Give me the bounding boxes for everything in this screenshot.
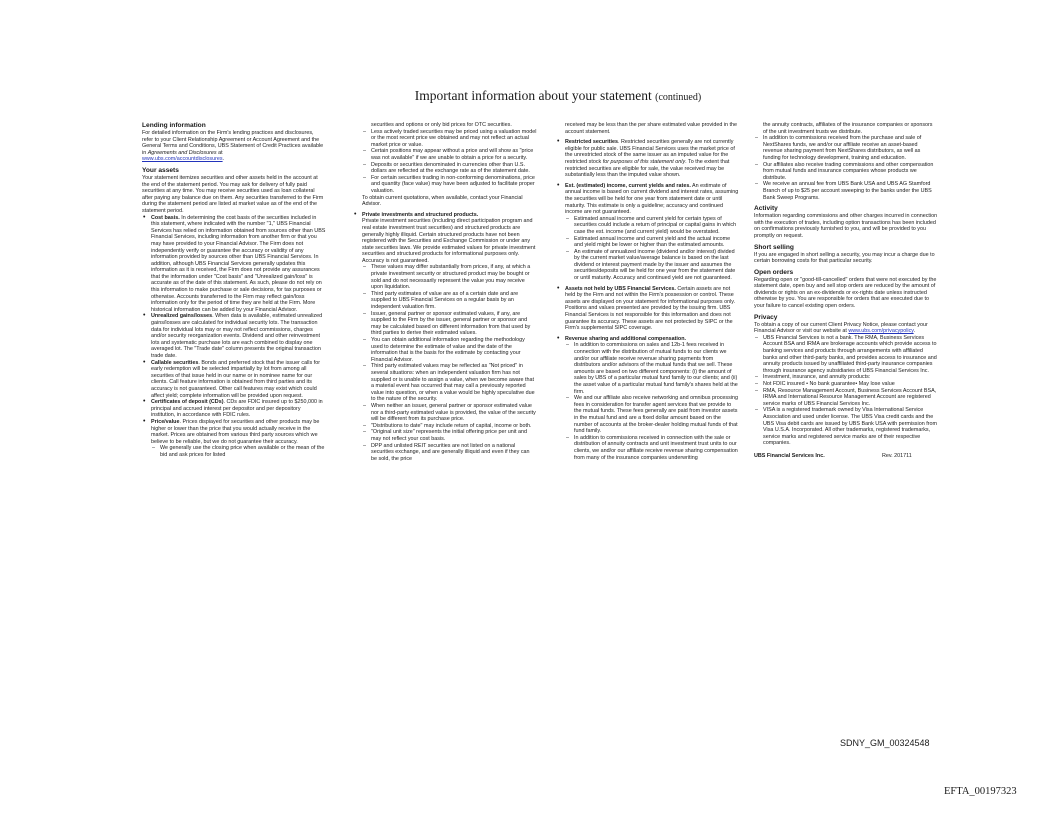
bullet-price-value: • Price/value. Prices displayed for securities and other products may be higher or lower than the price that you would actually receive in the market. Prices are obtained from various third party sources which we believe to be reliable, but we do not guarantee their accuracy. (142, 419, 326, 445)
heading-activity: Activity (754, 205, 778, 213)
bullet-unrealized: • Unrealized gains/losses. When data is available, estimated unrealized gains/losses are calculated for individual security lots. The transaction data for individual lots may or may not reflect commissions, charges and/or security reorganization events. Dividend and other reinvestment lots and systematic purchase lots are each combined to display one averaged lot. The "Trade date" column presents the original transaction trade date. (142, 313, 326, 359)
paragraph-privacy: To obtain a copy of our current Client Privacy Notice, please contact your Financial Advisor or visit our website at www.ubs.com/privacypolicy. (754, 321, 928, 335)
dash-closing-price: – We generally use the closing price when available or the mean of the bid and ask prices for listed (151, 445, 326, 458)
dash-networking-fees: – We and our affiliate also receive networking and omnibus processing fees in consideration for transfer agent services that we provide to the mutual funds. These fees generally are paid from investor assets in the mutual fund and are a fixed dollar amount based on the number of accounts at the broker-dealer holding mutual funds of that fund family. (565, 395, 740, 435)
dash-issuer-values: – Issuer, general partner or sponsor estimated values, if any, are supplied to the Firm by the issuer, general partner or sponsor and may be calculated based on different information from that used by third parties to derive their estimated values. (362, 311, 537, 337)
bullet-callable: • Callable securities. Bonds and preferred stock that the issuer calls for early redemption will be selected impartially by lot from among all securities of that issue held in our name or in nominee name for our clients. Call feature information is obtained from third parties and its accuracy is not guaranteed. Other call features may exist which could affect yield; complete information will be provided upon request. (142, 360, 326, 400)
paragraph-activity: Information regarding commissions and other charges incurred in connection with the execution of trades, including option transactions has been included on confirmations previously furnished to you, and will be provided to you promptly on request. (754, 213, 938, 239)
dash-affiliates: – Our affiliates also receive trading commissions and other compensation from mutual funds and insurance companies whose products we distribute. (754, 162, 938, 182)
dash-not-fdic: – Not FDIC insured • No bank guarantee• May lose value (754, 381, 938, 388)
bates-number: SDNY_GM_00324548 (840, 738, 930, 748)
dash-lower-higher: – Estimated annual income and current yield and the actual income and yield might be lower or higher than the estimated amounts. (565, 236, 740, 249)
bullet-revenue-sharing: • Revenue sharing and additional compensation. (556, 336, 740, 343)
bullet-estimated-income: • Est. (estimated) income, current yields and rates. An estimate of annual income is based on current dividend and interest rates, assuming the securities will be held for one year from statement date or until maturity. This estimate is only a guideline; accuracy and continued income are not guaranteed. (556, 183, 740, 216)
column-3 (556, 122, 740, 461)
dash-no-estimate: – When neither an issuer, general partner or sponsor estimated value nor a third-party estimated value is provided, the value of the security will be different from its purchase price. (362, 403, 537, 423)
dash-currencies: – Deposits or securities denominated in currencies other than U.S. dollars are reflected at the exchange rate as of the statement date. (362, 162, 537, 175)
paragraph-quotations: To obtain current quotations, when available, contact your Financial Advisor. (362, 194, 523, 208)
dash-unit-size: – "Original unit size" represents the initial offering price per unit and may not reflect your cost basis. (362, 429, 537, 442)
bullet-cost-basis: • Cost basis. In determining the cost basis of the securities included in this statement, where indicated with the number "1," UBS Financial Services has relied on information obtained from sources other than UBS Financial Services, including information from another firm or that you may have provided to your Financial Advisor. The Firm does not independently verify or guarantee the accuracy or validity of any information provided by sources other than UBS Financial Services. In addition, although UBS Financial Services generally updates this information as it is received, the Firm does not provide any assurances that the information under "Cost basis" and "Unrealized gain/loss" is accurate as of the date of this statement. As such, please do not rely on this information to make purchase or sale decisions, for tax purposes or otherwise. Accounts transferred to the Firm may reflect gain/loss information only for the period of time they are held at the Firm. More historical information can be added by your Financial Advisor. (142, 215, 326, 314)
column-1 (142, 122, 326, 459)
paragraph-continued: received may be less than the per share estimated value provided in the account statement. (565, 122, 738, 135)
paragraph-open-orders: Regarding open or "good-till-cancelled" orders that were not executed by the statement date, open buy and sell stop orders are reduced by the amount of dividends or rights on an ex-dividends or ex-rights date unless instructed otherwise by you. You are responsible for orders that are executed due to your failure to cancel existing open orders. (754, 276, 937, 310)
bullet-private-investments: • Private investments and structured products. Private investment securities (including direct participation program and real estate investment trust securities) and structured products are generally highly illiquid. Certain structured products have not been registered with the Securities and Exchange Commission or under any state securities laws. We provide estimated values for private investment securities and structured products for informational purposes only. Accuracy is not guaranteed. (353, 212, 537, 265)
dash-12b1-fees: – In addition to commissions on sales and 12b-1 fees received in connection with the distribution of mutual funds to our clients we and/or our affiliate receive revenue sharing payments from distributors and/or advisors of the mutual funds that we sell. These amounts are based on two different components: (i) the amount of sales by UBS of a particular mutual fund family to our clients; and (ii) the asset value of a particular mutual fund family's shares held at the firm. (565, 342, 740, 395)
dash-less-traded: – Less actively traded securities may be priced using a valuation model or the most recent price we obtained and may not reflect an actual market price or value. (362, 129, 537, 149)
paragraph-assets: Your statement itemizes securities and other assets held in the account at the end of the statement period. You may ask for delivery of fully paid securities at any time. You may receive securities used as loan collateral after paying any balance due on them. Any securities transferred to the Firm during the statement period are listed at market value as of the end of the statement period. (142, 174, 324, 214)
page-title: Important information about your statement (continued) (414, 88, 702, 103)
dash-nextshares: – In addition to commissions received from the purchase and sale of NextShares funds, we and/or our affiliate receive an asset-based revenue sharing payment from NextShares distributors, as well as funding for technology development, training and education. (754, 135, 938, 161)
dash-third-party-estimates: – Third party estimates of value are as of a certain date and are supplied to UBS Financial Services on a regular basis by an independent valuation firm. (362, 291, 537, 311)
dash-denominations: – For certain securities trading in non-conforming denominations, price and quantity (face value) may have been adjusted to facilitate proper valuation. (362, 175, 537, 195)
heading-short-selling: Short selling (754, 243, 794, 251)
dash-no-price: – Certain positions may appear without a price and will show as "price was not available" if we are unable to obtain a price for a security. (362, 148, 537, 161)
dash-annuity-commissions: – In addition to commissions received in connection with the sale or distribution of annuity contracts and unit investment trust units to our clients, we and/or our affiliate receive revenue sharing compensation from many of the insurance companies underwriting (565, 435, 740, 461)
dash-investment-products: – Investment, insurance, and annuity products: (754, 374, 938, 381)
dash-sweep-fee: – We receive an annual fee from UBS Bank USA and UBS AG Stamford Branch of up to $25 per account sweeping to the banks under the UBS Bank Sweep Programs. (754, 181, 938, 201)
footer-revision: Rev. 201711 (882, 452, 912, 459)
heading-open-orders: Open orders (754, 268, 794, 276)
paragraph-continued: securities and options or only bid prices for OTC securities. (371, 122, 512, 128)
dash-rma-marks: – RMA, Resource Management Account, Business Services Account BSA, IRMA and International Resource Management Account are registered service marks of UBS Financial Services Inc. (754, 388, 938, 408)
disclosures-link[interactable]: www.ubs.com/accountdisclosures (142, 156, 223, 163)
dash-not-a-bank: – UBS Financial Services is not a bank. The RMA, Business Services Account BSA and IRMA are brokerage accounts which provide access to banking services and products through arrangements with affiliated banks and other third-party banks, and provides access to insurance and annuity products issued by unaffiliated third-party insurance companies through insurance agency subsidiaries of UBS Financial Services Inc. (754, 335, 938, 375)
dash-not-priced: – Third party estimated values may be reflected as "Not priced" in several situations: when an independent valuation firm has not supplied or is unable to assign a value, when we become aware that a material event has occurred that may call a previously reported value into question, or when a value would be highly speculative due to the nature of the security. (362, 363, 537, 403)
dash-annualized-income: – An estimate of annualized income (dividend and/or interest) divided by the current market value/average balance is based on the last dividend or interest payment made by the issuer and assumes the securities/deposits will be held for one year from the statement date or until maturity. Accuracy and continued yield are not guaranteed. (565, 249, 740, 282)
heading-lending: Lending information (142, 122, 206, 129)
footer-company: UBS Financial Services Inc. (754, 452, 825, 459)
efta-number: EFTA_00197323 (944, 786, 1017, 797)
dash-methodology: – You can obtain additional information regarding the methodology used to determine the estimate of value and the date of the information that is the basis for the estimate by contacting your Financial Advisor. (362, 337, 537, 363)
paragraph-short-selling: If you are engaged in short selling a security, you may incur a charge due to certain borrowing costs for that particular security. (754, 251, 935, 265)
bullet-cds: • Certificates of deposit (CDs). CDs are FDIC insured up to $250,000 in principal and accrued interest per depositor and per depository institution, in accordance with FDIC rules. (142, 399, 326, 419)
paragraph-lending: For detailed information on the Firm's lending practices and disclosures, refer to your Client Relationship Agreement or Account Agreement and the General Terms and Conditions, UBS Statement of Credit Practices available in Agreements and Disclosures at www.ubs.com/accountdisclosures. (142, 130, 324, 163)
bullet-assets-not-held: • Assets not held by UBS Financial Services. Certain assets are not held by the Firm and not within the Firm's possession or control. These assets are displayed on your statement for informational purposes only. Positions and values presented are provided by the issuing firm. UBS Financial Services is not responsible for this information and does not guarantee its accuracy. These assets are not protected by SIPC or the Firm's supplemental SIPC coverage. (556, 286, 740, 332)
privacy-link[interactable]: www.ubs.com/privacypolicy (848, 328, 914, 335)
bullet-restricted: • Restricted securities. Restricted securities generally are not currently eligible for public sale. UBS Financial Services uses the market price of the unrestricted stock of the same issuer as an imputed value for the restricted stock for purposes of this statement only. To the extent that restricted securities are eligible for sale, the value received may be substantially less than the imputed value shown. (556, 139, 740, 179)
column-4 (754, 122, 938, 460)
heading-privacy: Privacy (754, 313, 778, 321)
dash-values-differ: – These values may differ substantially from prices, if any, at which a private investment security or structured product may be bought or sold and do not necessarily represent the value you may receive upon liquidation. (362, 264, 537, 290)
dash-return-of-principal: – Estimated annual income and current yield for certain types of securities could include a return of principal or capital gains in which case the est. income (and current yield) would be overstated. (565, 216, 740, 236)
dash-distributions: – "Distributions to date" may include return of capital, income or both. (362, 423, 537, 430)
dash-visa: – VISA is a registered trademark owned by Visa International Service Association and used under license. The UBS Visa credit cards and the UBS Visa debit cards are issued by UBS Bank USA with permission from Visa U.S.A. Incorporated. All other trademarks, registered trademarks, service marks and registered service marks are of their respective companies. (754, 407, 938, 447)
heading-assets: Your assets (142, 166, 179, 174)
dash-dpp-reit: – DPP and unlisted REIT securities are not listed on a national securities exchange, and are generally illiquid and even if they can be sold, the price (362, 443, 537, 463)
statement-footer (754, 453, 938, 460)
paragraph-continued: the annuity contracts, affiliates of the insurance companies or sponsors of the unit investment trusts we distribute. (763, 122, 933, 135)
column-2 (353, 122, 537, 462)
